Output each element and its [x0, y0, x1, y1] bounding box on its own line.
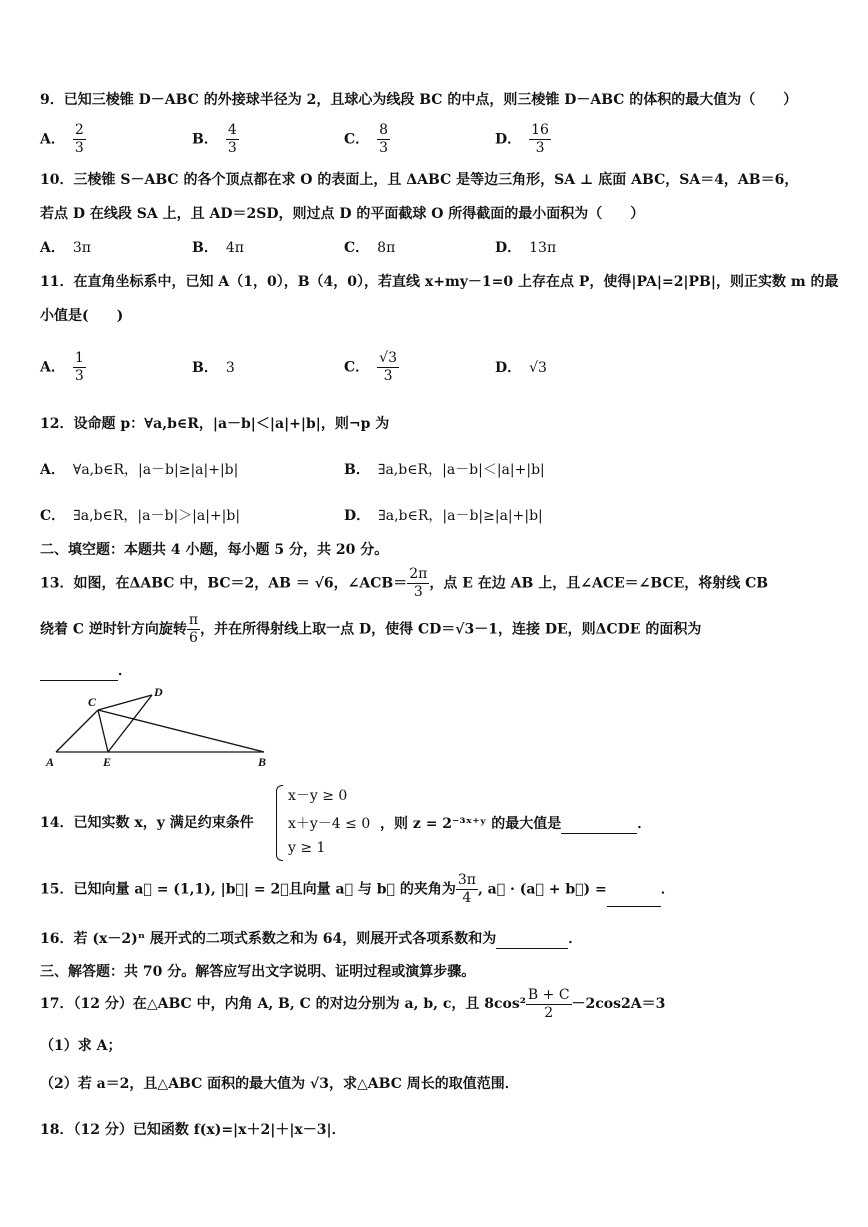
- segment-de: [108, 695, 152, 752]
- segment-cb: [98, 710, 264, 752]
- question-12-option-b: B． ∃a,b∈R，|a－b|＜|a|+|b|: [344, 462, 545, 478]
- question-11-option-a: A． $\frac{1}{3}$: [40, 350, 84, 384]
- question-9-option-b: B． $\frac{4}{3}$: [192, 122, 237, 156]
- question-9-option-d: D． $\frac{16}{3}$: [495, 122, 549, 156]
- question-11-line-2: 小值是( ): [40, 308, 124, 324]
- section-2-heading: 二、填空题：本题共 4 小题，每小题 5 分，共 20 分。: [40, 542, 389, 558]
- question-9-option-c: C． $\frac{8}{3}$: [344, 122, 389, 156]
- question-13-line-2: 绕着 C 逆时针方向旋转 $\frac{\pi}{6}$ ，并在所得射线上取一点 D，使得 CD＝√3－1，连接 DE，则ΔCDE 的面积为: [40, 612, 702, 646]
- question-15: 15．已知向量 a⃗ = (1,1), |b⃗| = 2，且向量 a⃗ 与 b⃗ 的夹角为 $\frac{3\pi}{4}$ , a⃗ · (a⃗ + b⃗) = ．: [40, 872, 675, 906]
- triangle-figure: [42, 684, 282, 774]
- question-18-stem: 18．（12 分）已知函数 f(x)=|x＋2|＋|x－3|．: [40, 1122, 346, 1138]
- question-9-stem: 9．已知三棱锥 D－ABC 的外接球半径为 2，且球心为线段 BC 的中点，则三棱锥 D－ABC 的体积的最大值为（ ）: [40, 92, 798, 108]
- label-c: C: [88, 695, 97, 709]
- constraint-system: [276, 785, 371, 865]
- question-12-option-a: A． ∀a,b∈R，|a－b|≥|a|+|b|: [40, 462, 239, 478]
- constraint-1: x－y ≥ 0: [288, 788, 348, 804]
- constraint-2: x＋y－4 ≤ 0: [288, 816, 371, 832]
- question-17-part-2: （2）若 a＝2，且△ABC 面积的最大值为 √3，求△ABC 周长的取值范围．: [40, 1076, 519, 1092]
- question-12-option-d: D． ∃a,b∈R，|a－b|≥|a|+|b|: [344, 508, 543, 524]
- answer-blank: [607, 872, 661, 907]
- question-12-option-c: C． ∃a,b∈R，|a－b|＞|a|+|b|: [40, 508, 241, 524]
- question-14-suffix: ，则 z = 2⁻³ˣ⁺ʸ 的最大值是 ．: [380, 813, 651, 834]
- question-17-part-1: （1）求 A；: [40, 1038, 122, 1054]
- question-13-line-1: 13．如图，在ΔABC 中，BC＝2，AB ＝ √6，∠ACB＝ $\frac{2\pi}{3}$ ，点 E 在边 AB 上，且∠ACE＝∠BCE，将射线 CB: [40, 566, 769, 600]
- answer-blank: [40, 660, 118, 681]
- question-12-stem: 12．设命题 p：∀a,b∈R，|a－b|＜|a|+|b|，则¬p 为: [40, 416, 390, 432]
- question-13-answer-line: ．: [40, 660, 132, 681]
- question-10-option-d: D． 13π: [495, 240, 557, 256]
- question-11-line-1: 11．在直角坐标系中，已知 A（1，0），B（4，0），若直线 x+my－1=0 上存在点 P，使得|PA|=2|PB|，则正实数 m 的最: [40, 274, 839, 290]
- question-10-option-b: B． 4π: [192, 240, 244, 256]
- question-17-stem: 17．（12 分）在△ABC 中，内角 A, B, C 的对边分别为 a, b, c，且 8cos² $\frac{B + C}{2}$ －2cos2A＝3: [40, 986, 666, 1021]
- label-a: A: [46, 755, 55, 769]
- question-10-option-a: A． 3π: [40, 240, 91, 256]
- answer-blank: [496, 928, 568, 949]
- question-16: 16．若 (x－2)ⁿ 展开式的二项式系数之和为 64，则展开式各项系数和为 ．: [40, 928, 582, 949]
- question-10-option-c: C． 8π: [344, 240, 396, 256]
- question-14-prefix: 14．已知实数 x，y 满足约束条件: [40, 815, 254, 831]
- segment-cd: [98, 695, 152, 710]
- label-d: D: [154, 685, 163, 699]
- question-10-line-2: 若点 D 在线段 SA 上，且 AD＝2SD，则过点 D 的平面截球 O 所得截面的最小面积为（ ）: [40, 206, 645, 222]
- question-9-option-a: A． $\frac{2}{3}$: [40, 122, 84, 156]
- constraint-3: y ≥ 1: [288, 840, 326, 856]
- triangle-diagram: [42, 684, 282, 774]
- segment-ac: [56, 710, 98, 752]
- label-e: E: [103, 755, 112, 769]
- answer-blank: [561, 813, 637, 834]
- question-11-option-b: B． 3: [192, 360, 235, 376]
- question-10-line-1: 10．三棱锥 S－ABC 的各个顶点都在求 O 的表面上，且 ΔABC 是等边三角形，SA ⊥ 底面 ABC，SA＝4，AB＝6，: [40, 172, 799, 188]
- question-11-option-c: C． $\frac{√3}{3}$: [344, 350, 397, 384]
- segment-ce: [98, 710, 108, 752]
- left-brace: [276, 785, 283, 861]
- section-3-heading: 三、解答题：共 70 分。解答应写出文字说明、证明过程或演算步骤。: [40, 964, 476, 980]
- question-11-option-d: D． √3: [495, 360, 547, 376]
- label-b: B: [258, 755, 267, 769]
